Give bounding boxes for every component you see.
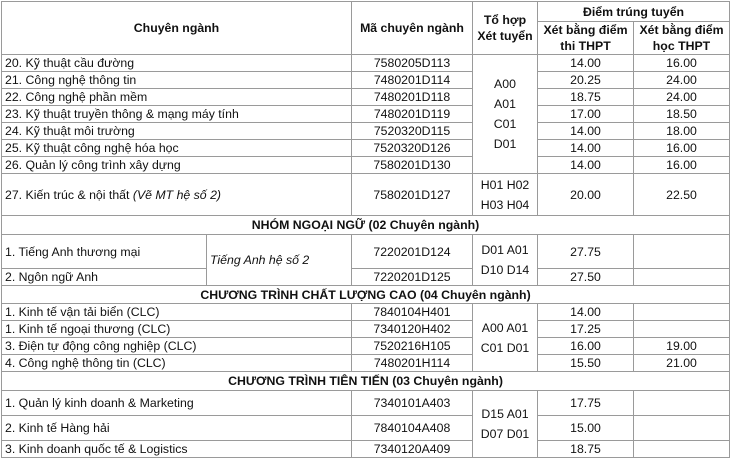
code-cell: 7340120H402: [352, 321, 473, 338]
table-row: [2, 304, 730, 321]
major-cell: 3. Kinh doanh quốc tế & Logistics: [2, 441, 352, 458]
major-cell: 1. Quản lý kinh doanh & Marketing: [2, 391, 352, 416]
transcript-score-cell: [634, 269, 730, 286]
thpt-score-cell: 14.00: [538, 304, 634, 321]
transcript-score-cell: [634, 391, 730, 416]
weight-note-cell: Tiếng Anh hệ số 2: [207, 235, 352, 286]
header-row: [2, 2, 730, 22]
header-thpt: Xét bằng điểm thi THPT: [538, 22, 634, 55]
table-row: [2, 391, 730, 416]
code-cell: 7480201D114: [352, 72, 473, 89]
combo-value: C01 D01: [480, 340, 530, 355]
section-row: [2, 286, 730, 304]
header-major: Chuyên ngành: [2, 2, 352, 55]
combo-cell: [473, 174, 538, 216]
combo-value: D10 D14: [480, 263, 530, 277]
thpt-score-cell: 15.50: [538, 355, 634, 372]
thpt-score-cell: 14.00: [538, 140, 634, 157]
transcript-score-cell: [634, 235, 730, 269]
major-cell: 3. Điện tự động công nghiệp (CLC): [2, 338, 352, 355]
admission-score-table: [1, 1, 730, 458]
code-cell: 7480201D118: [352, 89, 473, 106]
table-row: [2, 269, 730, 286]
table-row: [2, 89, 730, 106]
thpt-score-cell: 17.25: [538, 321, 634, 338]
thpt-score-cell: 18.75: [538, 441, 634, 458]
code-cell: 7580201D127: [352, 174, 473, 216]
major-cell: 22. Công nghệ phần mềm: [2, 89, 352, 106]
thpt-score-cell: 20.00: [538, 174, 634, 216]
code-cell: 7520320D126: [352, 140, 473, 157]
transcript-score-cell: [634, 321, 730, 338]
thpt-score-cell: 16.00: [538, 338, 634, 355]
major-name: 27. Kiến trúc & nội thất: [5, 187, 130, 202]
code-cell: 7340120A409: [352, 441, 473, 458]
combo-value: D15 A01: [481, 407, 529, 421]
thpt-score-cell: 18.75: [538, 89, 634, 106]
major-cell: 23. Kỹ thuật truyền thông & mạng máy tính: [2, 106, 352, 123]
header-combo: Tổ hợp Xét tuyển: [473, 2, 538, 55]
code-cell: 7520320D115: [352, 123, 473, 140]
section-row: [2, 216, 730, 235]
code-cell: 7480201H114: [352, 355, 473, 372]
table-row: [2, 123, 730, 140]
major-cell: 26. Quản lý công trình xây dựng: [2, 157, 352, 174]
major-cell: 25. Kỹ thuật công nghệ hóa học: [2, 140, 352, 157]
code-cell: 7480201D119: [352, 106, 473, 123]
table-row: [2, 72, 730, 89]
combo-cell: [473, 235, 538, 286]
combo-value: H01 H02: [480, 177, 530, 192]
table-row: [2, 441, 730, 458]
table-row: [2, 416, 730, 441]
code-cell: 7840104A408: [352, 416, 473, 441]
section-title-advanced: CHƯƠNG TRÌNH TIÊN TIẾN (03 Chuyên ngành): [2, 372, 730, 391]
code-cell: 7520216H105: [352, 338, 473, 355]
transcript-score-cell: 18.00: [634, 123, 730, 140]
code-cell: 7580201D130: [352, 157, 473, 174]
combo-value: D07 D01: [480, 427, 530, 441]
major-cell: [2, 174, 352, 216]
transcript-score-cell: 16.00: [634, 55, 730, 72]
transcript-score-cell: 24.00: [634, 89, 730, 106]
thpt-score-cell: 17.00: [538, 106, 634, 123]
transcript-score-cell: 19.00: [634, 338, 730, 355]
transcript-score-cell: [634, 416, 730, 441]
section-title-clc: CHƯƠNG TRÌNH CHẤT LƯỢNG CAO (04 Chuyên ngành): [2, 286, 730, 304]
transcript-score-cell: 21.00: [634, 355, 730, 372]
section-row: [2, 372, 730, 391]
table-row: [2, 174, 730, 216]
code-cell: 7340101A403: [352, 391, 473, 416]
combo-value: A00: [494, 77, 516, 91]
table-row: [2, 140, 730, 157]
combo-value: A00 A01: [481, 320, 529, 335]
code-cell: 7580205D113: [352, 55, 473, 72]
table-row: [2, 321, 730, 338]
table-row: [2, 355, 730, 372]
section-title-foreign: NHÓM NGOẠI NGỮ (02 Chuyên ngành): [2, 216, 730, 235]
combo-cell: [473, 391, 538, 458]
code-cell: 7220201D124: [352, 235, 473, 269]
thpt-score-cell: 17.75: [538, 391, 634, 416]
major-cell: 2. Ngôn ngữ Anh: [2, 269, 207, 286]
major-cell: 20. Kỹ thuật cầu đường: [2, 55, 352, 72]
major-cell: 21. Công nghệ thông tin: [2, 72, 352, 89]
header-transcript: Xét bằng điểm học THPT: [634, 22, 730, 55]
transcript-score-cell: [634, 441, 730, 458]
transcript-score-cell: 16.00: [634, 140, 730, 157]
major-cell: 4. Công nghệ thông tin (CLC): [2, 355, 352, 372]
code-cell: 7840104H401: [352, 304, 473, 321]
major-cell: 2. Kinh tế Hàng hải: [2, 416, 352, 441]
transcript-score-cell: 16.00: [634, 157, 730, 174]
major-cell: 1. Kinh tế vận tải biển (CLC): [2, 304, 352, 321]
table-row: [2, 157, 730, 174]
table-row: [2, 338, 730, 355]
combo-value: D01 A01: [481, 243, 529, 257]
combo-value: H03 H04: [480, 197, 530, 212]
thpt-score-cell: 27.50: [538, 269, 634, 286]
combo-value: C01: [493, 117, 517, 131]
code-cell: 7220201D125: [352, 269, 473, 286]
combo-cell: [473, 304, 538, 372]
transcript-score-cell: 18.50: [634, 106, 730, 123]
table-row: [2, 106, 730, 123]
thpt-score-cell: 14.00: [538, 157, 634, 174]
major-cell: 1. Tiếng Anh thương mại: [2, 235, 207, 269]
table-row: [2, 235, 730, 269]
thpt-score-cell: 14.00: [538, 123, 634, 140]
thpt-score-cell: 15.00: [538, 416, 634, 441]
major-cell: 24. Kỹ thuật môi trường: [2, 123, 352, 140]
transcript-score-cell: 24.00: [634, 72, 730, 89]
combo-cell: [473, 55, 538, 174]
transcript-score-cell: [634, 304, 730, 321]
table-row: [2, 55, 730, 72]
major-note: (Vẽ MT hệ số 2): [132, 187, 221, 202]
combo-value: D01: [493, 137, 517, 151]
thpt-score-cell: 27.75: [538, 235, 634, 269]
thpt-score-cell: 14.00: [538, 55, 634, 72]
major-cell: 1. Kinh tế ngoại thương (CLC): [2, 321, 352, 338]
thpt-score-cell: 20.25: [538, 72, 634, 89]
header-score-group: Điểm trúng tuyển: [538, 2, 730, 22]
transcript-score-cell: 22.50: [634, 174, 730, 216]
header-code: Mã chuyên ngành: [352, 2, 473, 55]
combo-value: A01: [494, 97, 516, 111]
